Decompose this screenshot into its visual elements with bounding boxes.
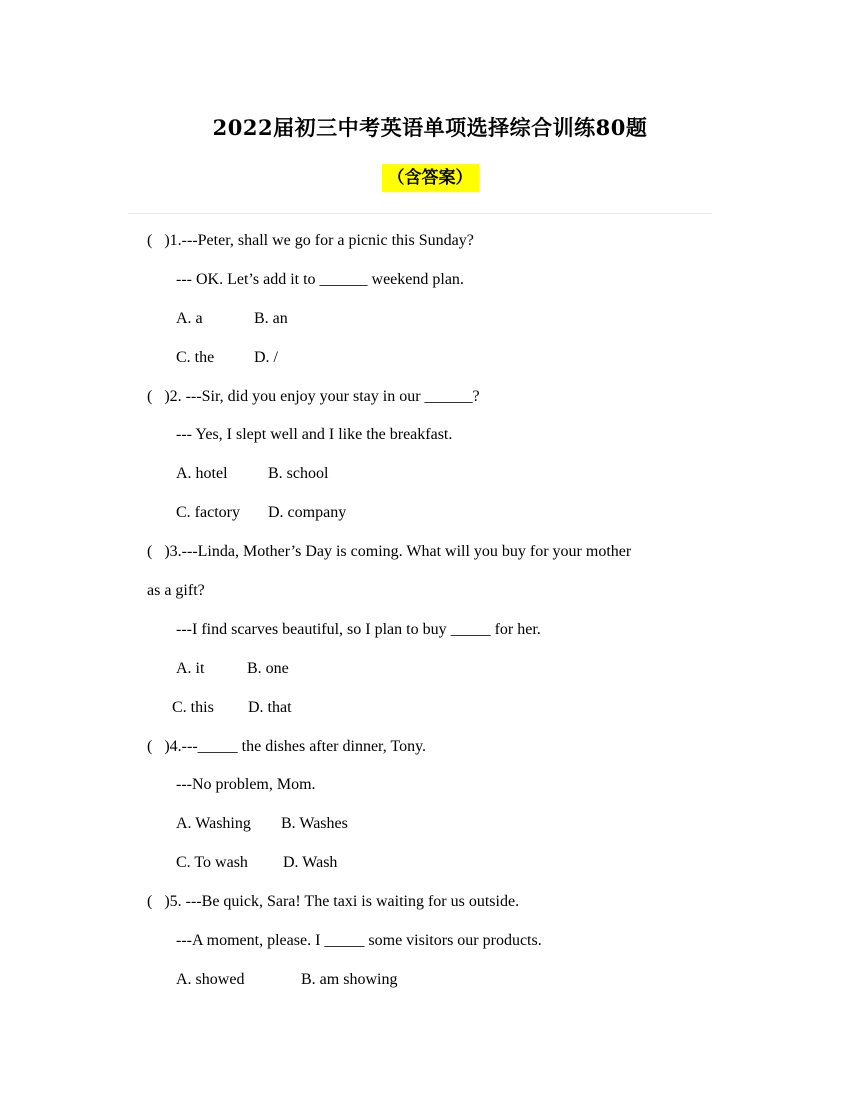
- document-title: 2022届初三中考英语单项选择综合训练80题: [212, 115, 648, 140]
- question-list: [147, 222, 717, 1000]
- question-3-option-b: B. one: [247, 659, 289, 677]
- question-4-options-row-2: [147, 844, 717, 883]
- question-1-option-b: B. an: [254, 309, 288, 327]
- question-5-option-a: A. showed: [176, 970, 245, 988]
- question-4-option-d: D. Wash: [283, 854, 338, 872]
- question-4-option-a: A. Washing: [176, 815, 251, 833]
- question-4-reply: ---No problem, Mom.: [176, 776, 316, 794]
- question-4-option-b: B. Washes: [281, 815, 348, 833]
- question-2-stem: ( )2. ---Sir, did you enjoy your stay in our ______?: [147, 387, 480, 405]
- question-5-reply: ---A moment, please. I _____ some visitors our products.: [176, 932, 542, 950]
- question-1-options-row-1: [147, 300, 717, 339]
- question-4-stem: ( )4.---_____ the dishes after dinner, Tony.: [147, 737, 427, 755]
- question-3-stem-continued: as a gift?: [147, 582, 205, 600]
- question-3-stem: ( )3.---Linda, Mother’s Day is coming. What will you buy for your mother: [147, 543, 632, 561]
- question-2-reply: --- Yes, I slept well and I like the breakfast.: [176, 426, 453, 444]
- subtitle-container: [0, 164, 860, 192]
- question-3-option-d: D. that: [248, 698, 292, 716]
- question-3-reply: ---I find scarves beautiful, so I plan to buy _____ for her.: [176, 620, 541, 638]
- document-subtitle: （含答案）: [382, 164, 479, 192]
- question-3-option-c: C. this: [172, 698, 214, 716]
- question-2-option-a: A. hotel: [176, 465, 228, 483]
- question-4-option-c: C. To wash: [176, 854, 248, 872]
- question-5-options-row-1: [147, 961, 717, 1000]
- question-2-option-b: B. school: [268, 465, 329, 483]
- question-1-reply: --- OK. Let’s add it to ______ weekend plan.: [176, 270, 464, 288]
- question-1-option-c: C. the: [176, 348, 215, 366]
- question-2-options-row-1: [147, 455, 717, 494]
- question-5-stem: ( )5. ---Be quick, Sara! The taxi is waiting for us outside.: [147, 893, 520, 911]
- question-3-options-row-2: [147, 689, 717, 728]
- question-1-option-d: D. /: [254, 348, 278, 366]
- question-5-option-b: B. am showing: [301, 970, 398, 988]
- question-4-options-row-1: [147, 805, 717, 844]
- question-2-option-c: C. factory: [176, 504, 240, 522]
- question-2-option-d: D. company: [268, 504, 347, 522]
- question-1-options-row-2: [147, 339, 717, 378]
- question-3-option-a: A. it: [176, 659, 205, 677]
- question-3-options-row-1: [147, 650, 717, 689]
- divider: [128, 213, 712, 214]
- question-1-option-a: A. a: [176, 309, 203, 327]
- question-1-stem: ( )1.---Peter, shall we go for a picnic this Sunday?: [147, 232, 474, 249]
- question-2-options-row-2: [147, 494, 717, 533]
